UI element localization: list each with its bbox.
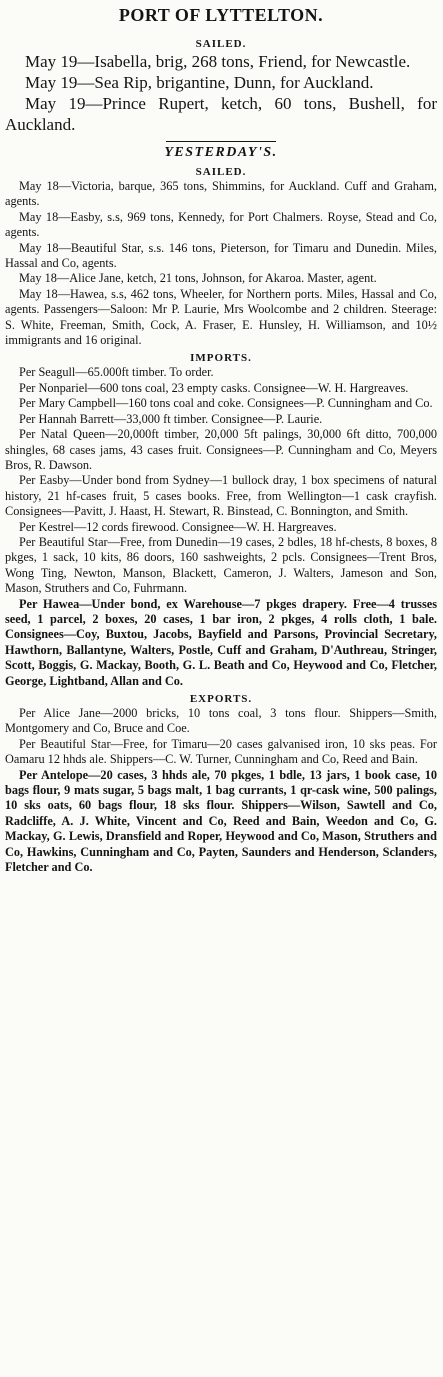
exports-heading: EXPORTS.	[189, 693, 253, 705]
import-entry: Per Nonpariel—600 tons coal, 23 empty casks. Consignee—W. H. Hargreaves.	[19, 380, 409, 395]
sailing-entry: May 19—Prince Rupert, ketch, 60 tons, Bushell, for Auckland.	[5, 94, 437, 134]
import-entry: Per Kestrel—12 cords firewood. Consignee—W. H. Hargreaves.	[19, 519, 337, 534]
sailing-entry: May 18—Victoria, barque, 365 tons, Shimmins, for Auckland. Cuff and Graham, agents.	[5, 179, 437, 209]
yesterday-heading: YESTERDAY'S.	[164, 145, 278, 160]
sailing-entry: May 18—Beautiful Star, s.s. 146 tons, Pieterson, for Timaru and Dunedin. Miles, Hassal and Co, agents.	[5, 240, 437, 271]
import-entry: Per Beautiful Star—Free, from Dunedin—19 cases, 2 bdles, 18 hf-chests, 8 boxes, 8 pkges, 1 sack, 10 kits, 86 doors, 160 sashweights, 2 pcls. Consignees—Trent Bros, Wong Ting, Newton, Manson, Blackett, Cameron, J. Walters, Jameson and Son, Mason, Struthers and Co, Fuhrmann.	[5, 534, 437, 596]
sailing-entry: May 19—Sea Rip, brigantine, Dunn, for Auckland.	[25, 73, 374, 92]
import-entry: Per Mary Campbell—160 tons coal and coke. Consignees—P. Cunningham and Co.	[19, 396, 433, 411]
import-entry: Per Hawea—Under bond, ex Warehouse—7 pkges drapery. Free—4 trusses seed, 1 parcel, 2 boxes, 20 cases, 1 bar iron, 2 pkges, 4 rolls cloth, 1 bale. Consignees—Coy, Buxtou, Jacobs, Bayfield and Parsons, Provincial Secretary, Hawthorn, Ballantyne, Walters, Postle, Cuff and Graham, D'Authreau, Stringer, Scott, Boggis, G. Mackay, Booth, G. L. Beath and Co, Heywood and Co, Fletcher, George, Lightband, Allan and Co.	[5, 596, 437, 688]
sailing-entry: May 18—Alice Jane, ketch, 21 tons, Johnson, for Akaroa. Master, agent.	[19, 271, 377, 286]
import-entry: Per Natal Queen—20,000ft timber, 20,000 5ft palings, 30,000 6ft ditto, 700,000 shingles, 68 cases jams, 43 cases fruit. Consignees—P. Cunningham and Co, Meyers Bros, R. Dawson.	[5, 427, 437, 472]
import-entry: Per Seagull—65.000ft timber. To order.	[19, 365, 214, 380]
import-entry: Per Hannah Barrett—33,000 ft timber. Consignee—P. Laurie.	[19, 411, 323, 426]
sailing-entry: May 18—Easby, s.s, 969 tons, Kennedy, for Port Chalmers. Royse, Stead and Co, agents.	[5, 209, 437, 240]
section-divider	[166, 141, 276, 142]
export-entry: Per Alice Jane—2000 bricks, 10 tons coal, 3 tons flour. Shippers—Smith, Montgomery and Co, Bruce and Coe.	[5, 706, 437, 736]
sailing-entry: May 18—Hawea, s.s, 462 tons, Wheeler, for Northern ports. Miles, Hassal and Co, agents. Passengers—Saloon: Mr P. Laurie, Mrs Woolcombe and 2 children. Steerage: S. White, Freeman, Smith, Cock, A. Fraser, E. Hunsley, H. Williamson, and 10½ immigrants and 16 original.	[5, 286, 437, 348]
yesterday-sailed-heading: SAILED.	[195, 166, 247, 178]
today-sailed-list	[5, 51, 437, 135]
imports-heading: IMPORTS.	[190, 352, 252, 365]
today-sailed-heading: SAILED.	[195, 38, 247, 50]
export-entry: Per Antelope—20 cases, 3 hhds ale, 70 pkges, 1 bdle, 13 jars, 1 book case, 10 bags flour, 9 mats sugar, 5 bags malt, 1 bag currants, 1 qr-cask wine, 500 palings, 10 sks oats, 60 bags flour, 18 sks flour. Shippers—Wilson, Sawtell and Co, Radcliffe, A. J. White, Vincent and Co, Reed and Bain, Weedon and Co, G. Mackay, G. Lewis, Dransfield and Roper, Heywood and Co, Mason, Struthers and Co, Hawkins, Cunningham and Co, Payten, Saunders and Henderson, Sclanders, Fletcher and Co.	[5, 767, 437, 875]
page-title: PORT OF LYTTELTON.	[118, 5, 324, 25]
yesterday-section	[5, 166, 437, 875]
import-entry: Per Easby—Under bond from Sydney—1 bullock dray, 1 box specimens of natural history, 21 hf-cases fruit, 5 cases books. Free, from Wellington—1 cask crayfish. Consignees—Pavitt, J. Haast, H. Stewart, R. Binstead, C. Bonnington, and Smith.	[5, 473, 437, 519]
export-entry: Per Beautiful Star—Free, for Timaru—20 cases galvanised iron, 10 sks peas. For Oamaru 12 hhds ale. Shippers—C. W. Turner, Cunningham and Co, Reed and Bain.	[5, 736, 437, 767]
sailing-entry: May 19—Isabella, brig, 268 tons, Friend, for Newcastle.	[25, 52, 411, 71]
